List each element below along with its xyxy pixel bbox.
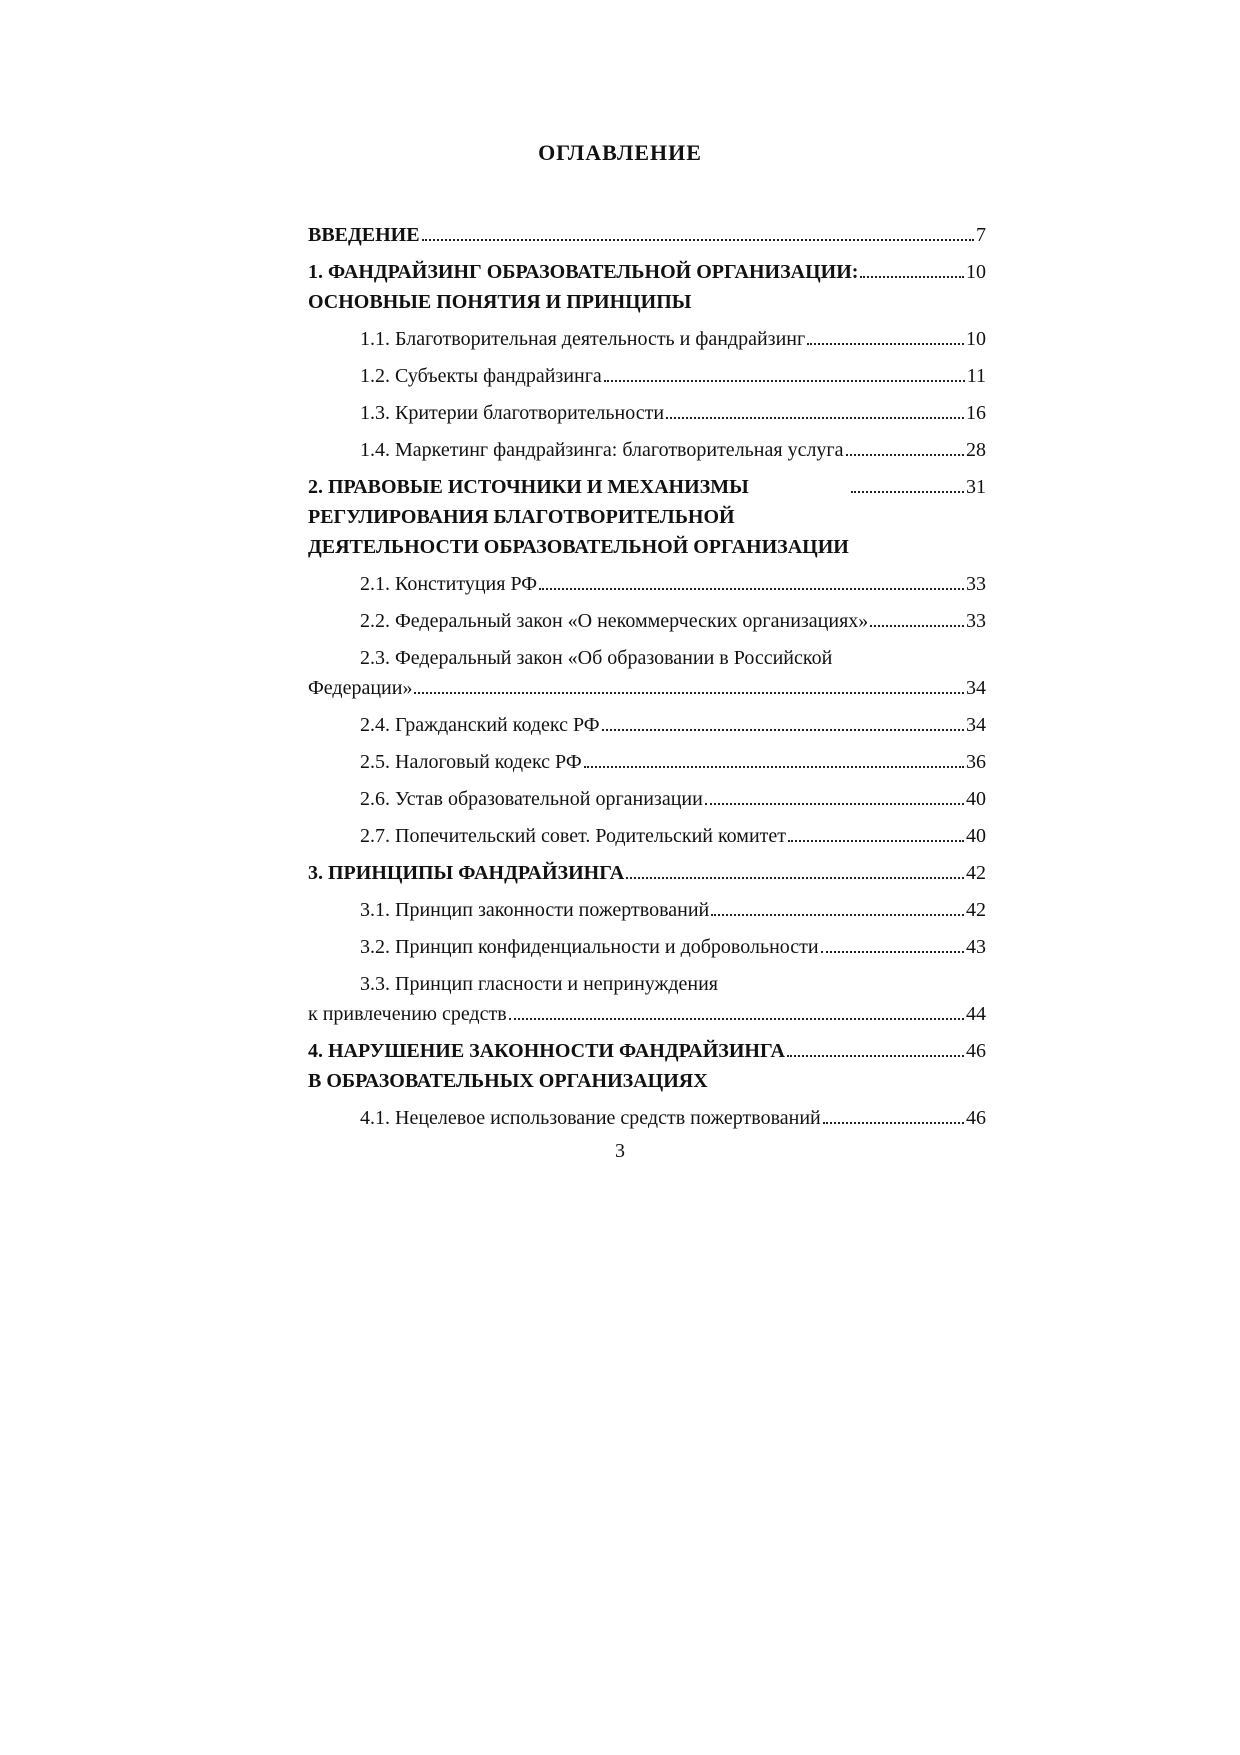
toc-entry-page: 42 [966,899,986,921]
toc-entry-page: 31 [966,476,986,498]
page-number: 3 [615,1140,625,1162]
toc-entry-page: 33 [966,573,986,595]
leader-dots [860,275,964,278]
toc-entry-label: 3.2. Принцип конфиденциальности и добровольности [360,936,819,958]
toc-entry-label-line-2: Федерации» [308,677,413,699]
toc-entry-label: 4.1. Нецелевое использование средств пожертвований [360,1107,821,1129]
leader-dots [539,587,964,590]
toc-entry-3-3[interactable] [308,969,986,1029]
toc-entry-label: 2. ПРАВОВЫЕ ИСТОЧНИКИ И МЕХАНИЗМЫ РЕГУЛИРОВАНИЯ БЛАГОТВОРИТЕЛЬНОЙ ДЕЯТЕЛЬНОСТИ ОБРАЗОВАТЕЛЬНОЙ ОРГАНИЗАЦИИ [308,476,849,558]
toc-entry-page: 36 [966,751,986,773]
toc-entry-2-3[interactable] [308,643,986,703]
toc-entry-page: 42 [966,862,986,884]
toc-entry-4-1[interactable] [308,1103,986,1133]
toc-entry-label: 2.5. Налоговый кодекс РФ [360,751,582,773]
toc-entry-3-1[interactable] [308,895,986,925]
toc-entry-2-6[interactable] [308,784,986,814]
toc-entry-label: 1.3. Критерии благотворительности [360,402,665,424]
leader-dots [821,950,964,953]
leader-dots [626,876,964,879]
toc-entry-page: 10 [966,328,986,350]
toc-entry-2-5[interactable] [308,747,986,777]
toc-entry-page: 46 [966,1107,986,1129]
leader-dots [666,416,964,419]
toc-entry-1-3[interactable] [308,398,986,428]
toc-entry-chapter-3[interactable] [308,858,986,888]
leader-dots [604,379,965,382]
leader-dots [823,1121,964,1124]
leader-dots [787,1054,964,1057]
toc-entry-2-4[interactable] [308,710,986,740]
toc-entry-label: 3. ПРИНЦИПЫ ФАНДРАЙЗИНГА [308,862,625,884]
toc-entry-page: 28 [966,439,986,461]
toc-entry-page: 34 [966,677,986,699]
toc-entry-label: 3.1. Принцип законности пожертвований [360,899,710,921]
toc-entry-2-2[interactable] [308,606,986,636]
toc-entry-label-line-2: к привлечению средств [308,1003,507,1025]
toc-entry-label: 1.2. Субъекты фандрайзинга [360,365,602,387]
toc-entry-page: 40 [966,825,986,847]
toc-entry-page: 40 [966,788,986,810]
toc-entry-label: 1.1. Благотворительная деятельность и фандрайзинг [360,328,806,350]
toc-entry-introduction[interactable] [308,220,986,250]
leader-dots [422,238,974,241]
toc-entry-label: 4. НАРУШЕНИЕ ЗАКОННОСТИ ФАНДРАЙЗИНГА В ОБРАЗОВАТЕЛЬНЫХ ОРГАНИЗАЦИЯХ [308,1040,785,1092]
leader-dots [846,453,964,456]
table-of-contents [308,220,986,1140]
leader-dots [788,839,964,842]
toc-entry-page: 16 [966,402,986,424]
toc-entry-page: 33 [966,610,986,632]
leader-dots [509,1017,964,1020]
toc-entry-label: 1. ФАНДРАЙЗИНГ ОБРАЗОВАТЕЛЬНОЙ ОРГАНИЗАЦИИ: ОСНОВНЫЕ ПОНЯТИЯ И ПРИНЦИПЫ [308,261,859,313]
toc-entry-1-2[interactable] [308,361,986,391]
toc-entry-2-3-continued [308,673,986,703]
toc-entry-label: 2.6. Устав образовательной организации [360,788,703,810]
leader-dots [711,913,964,916]
leader-dots [584,765,964,768]
toc-entry-label-line-1: 3.3. Принцип гласности и непринуждения [360,973,719,995]
toc-entry-chapter-2[interactable] [308,472,986,562]
leader-dots [807,342,964,345]
toc-entry-page: 43 [966,936,986,958]
toc-entry-label: 2.7. Попечительский совет. Родительский комитет [360,825,787,847]
toc-entry-2-1[interactable] [308,569,986,599]
toc-entry-label: 2.4. Гражданский кодекс РФ [360,714,600,736]
toc-entry-label-line-1: 2.3. Федеральный закон «Об образовании в Российской [360,647,833,669]
toc-entry-3-2[interactable] [308,932,986,962]
toc-entry-page: 46 [966,1040,986,1062]
toc-entry-label: 2.1. Конституция РФ [360,573,538,595]
toc-entry-1-1[interactable] [308,324,986,354]
leader-dots [414,691,964,694]
toc-entry-3-3-continued [308,999,986,1029]
toc-entry-label: 2.2. Федеральный закон «О некоммерческих организациях» [360,610,869,632]
leader-dots [870,624,964,627]
toc-entry-2-7[interactable] [308,821,986,851]
toc-entry-1-4[interactable] [308,435,986,465]
toc-entry-chapter-1[interactable] [308,257,986,317]
toc-entry-label: 1.4. Маркетинг фандрайзинга: благотворительная услуга [360,439,844,461]
toc-entry-chapter-4[interactable] [308,1036,986,1096]
leader-dots [705,802,964,805]
toc-entry-page: 10 [966,261,986,283]
toc-entry-page: 34 [966,714,986,736]
toc-entry-page: 7 [976,224,986,246]
toc-entry-page: 11 [966,365,986,387]
leader-dots [602,728,964,731]
leader-dots [851,490,964,493]
toc-entry-label: ВВЕДЕНИЕ [308,224,420,246]
page-title: ОГЛАВЛЕНИЕ [538,140,702,165]
toc-entry-page: 44 [966,1003,986,1025]
